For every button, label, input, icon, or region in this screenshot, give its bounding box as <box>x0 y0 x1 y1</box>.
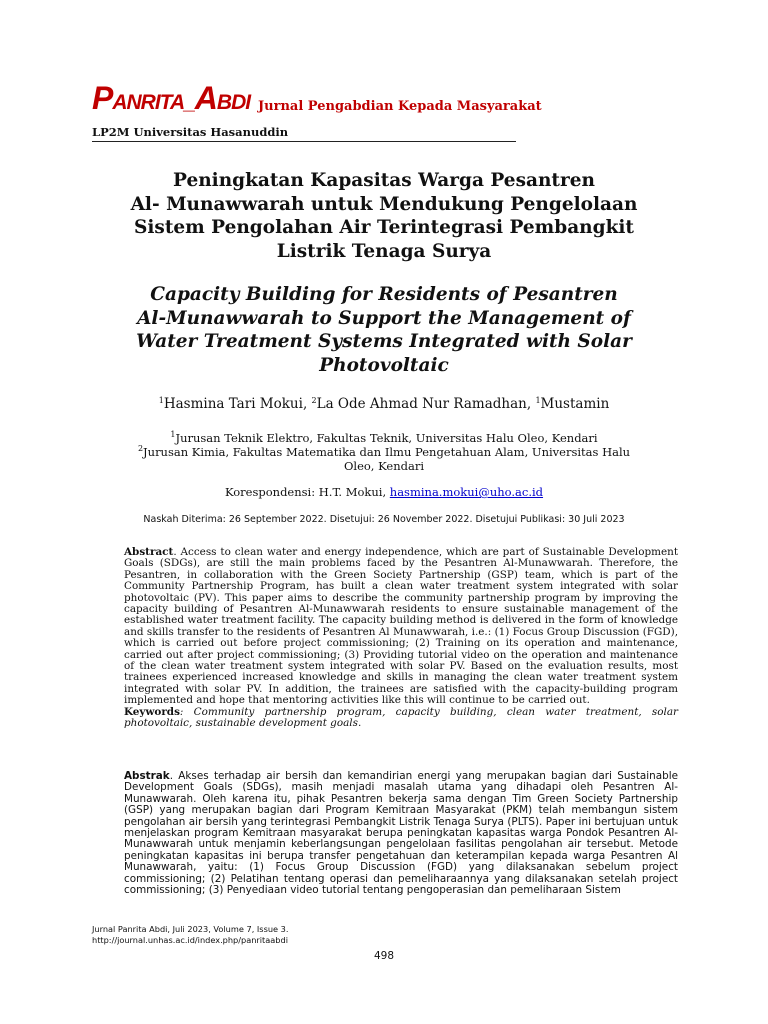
title-indonesian <box>70 169 698 263</box>
abstract-label: Abstract <box>124 546 174 558</box>
title-id-line: Listrik Tenaga Surya <box>276 240 492 262</box>
author-superscript: 1 <box>535 396 541 405</box>
footer-url: http://journal.unhas.ac.id/index.php/panritaabdi <box>92 935 288 945</box>
page-footer <box>92 924 288 946</box>
title-en-line: Water Treatment Systems Integrated with Solar <box>136 331 632 352</box>
author-superscript: 2 <box>311 396 317 405</box>
affiliation-1 <box>110 431 658 445</box>
title-english <box>70 283 698 377</box>
title-id-line: Sistem Pengolahan Air Terintegrasi Pembangkit <box>134 217 634 238</box>
abstrak-text: . Akses terhadap air bersih dan kemandirian energi yang merupakan bagian dari Sustainable Development Goals (SDGs), masih menjadi masalah utama yang dihadapi oleh Pesantren Al-Munawwarah. Oleh karena itu, pihak Pesantren bekerja sama dengan Tim Green Society Partnership (GSP) yang merupakan bagian dari Program Kemitraan Masyarakat (PKM) telah membangun sistem pengolahan air bersih yang terintegrasi Pembangkit Listrik Tenaga Surya (PLTS). Paper ini bertujuan untuk menjelaskan program Kemitraan masyarakat berupa peningkatan kapasitas warga Pondok Pesantren Al-Munawwarah untuk menjamin keberlangsungan pengelolaan fasilitas pengolahan air tersebut. Metode peningkatan kapasitas ini berupa transfer pengetahuan dan keterampilan kepada warga Pesantren Al Munawwarah, yaitu: (1) Focus Group Discussion (FGD) yang dilaksanakan sebelum project commissioning; (2) Pelatihan tentang operasi dan pemeliharaannya yang dilaksanakan setelah project commissioning; (3) Penyediaan video tutorial tentang pengoperasian dan pemeliharaan Sistem <box>124 770 678 897</box>
logo-letter-a: A <box>194 80 217 116</box>
affiliation-2 <box>110 445 658 473</box>
keywords-text: : Community partnership program, capacity building, clean water treatment, solar photovoltaic, sustainable development goals. <box>124 705 678 730</box>
logo-letter-p: P <box>92 80 113 116</box>
title-en-line: Capacity Building for Residents of Pesantren <box>150 284 618 305</box>
author-name: Mustamin <box>540 396 610 412</box>
journal-logo <box>92 82 250 114</box>
author-list <box>70 396 698 412</box>
journal-subtitle: Jurnal Pengabdian Kepada Masyarakat <box>258 99 542 114</box>
title-id-line: Al- Munawwarah untuk Mendukung Pengelolaan <box>130 193 638 215</box>
correspondence-label: Korespondensi: H.T. Mokui, <box>224 485 390 499</box>
affiliation-superscript: 2 <box>137 444 144 453</box>
author-name: La Ode Ahmad Nur Ramadhan, <box>316 396 536 412</box>
abstract-text: . Access to clean water and energy independence, which are part of Sustainable Development Goals (SDGs), are still the main problems faced by the Pesantren Al-Munawwarah. Therefore, the Pesantren, in collaboration with the Green Society Partnership (GSP) team, which is part of the Community Partnership Program, has built a clean water treatment system integrated with solar photovoltaic (PV). This paper aims to describe the community partnership program by improving the capacity building of Pesantren Al-Munawwarah residents to ensure sustainable management of the established water treatment facility. The capacity building method is delivered in the form of knowledge and skills transfer to the residents of Pesantren Al Munawwarah, i.e.: (1) Focus Group Discussion (FGD), which is carried out before project commissioning; (2) Training on its operation and maintenance, carried out after project commissioning; (3) Providing tutorial video on the operation and maintenance of the clean water treatment system integrated with solar PV. Based on the evaluation results, most trainees experienced increased knowledge and skills in managing the clean water treatment system integrated with solar PV. In addition, the trainees are satisfied with the capacity-building program implemented and hope that mentoring activities like this will continue to be carried out. <box>124 546 678 707</box>
affiliation-text: Oleo, Kendari <box>343 459 425 473</box>
title-id-line: Peningkatan Kapasitas Warga Pesantren <box>173 170 595 191</box>
affiliation-text: Jurusan Teknik Elektro, Fakultas Teknik, Universitas Halu Oleo, Kendari <box>175 431 598 445</box>
logo-text-bdi: BDI <box>216 91 251 114</box>
affiliation-superscript: 1 <box>170 430 176 439</box>
footer-citation: Jurnal Panrita Abdi, Juli 2023, Volume 7, Issue 3. <box>92 924 289 934</box>
logo-text-anrita: ANRITA <box>112 91 185 114</box>
page-number: 498 <box>373 950 395 962</box>
author-name: Hasmina Tari Mokui, <box>163 396 312 412</box>
author-superscript: 1 <box>158 396 164 405</box>
manuscript-dates: Naskah Diterima: 26 September 2022. Disetujui: 26 November 2022. Disetujui Publikasi: 30 Juli 2023 <box>143 514 625 525</box>
correspondence <box>70 485 698 499</box>
keywords-label: Keywords <box>124 705 180 718</box>
header-divider <box>92 141 516 142</box>
title-en-line: Al-Munawwarah to Support the Management of <box>137 307 631 329</box>
abstrak-label: Abstrak <box>124 770 170 782</box>
affiliation-text: Jurusan Kimia, Fakultas Matematika dan Ilmu Pengetahuan Alam, Universitas Halu <box>143 445 631 459</box>
abstract-indonesian <box>124 771 678 896</box>
correspondence-email-link[interactable]: hasmina.mokui@uho.ac.id <box>389 485 544 499</box>
logo-separator: _ <box>184 91 195 114</box>
title-en-line: Photovoltaic <box>319 354 449 376</box>
publisher-name: LP2M Universitas Hasanuddin <box>92 125 289 139</box>
abstract-english <box>124 547 678 730</box>
